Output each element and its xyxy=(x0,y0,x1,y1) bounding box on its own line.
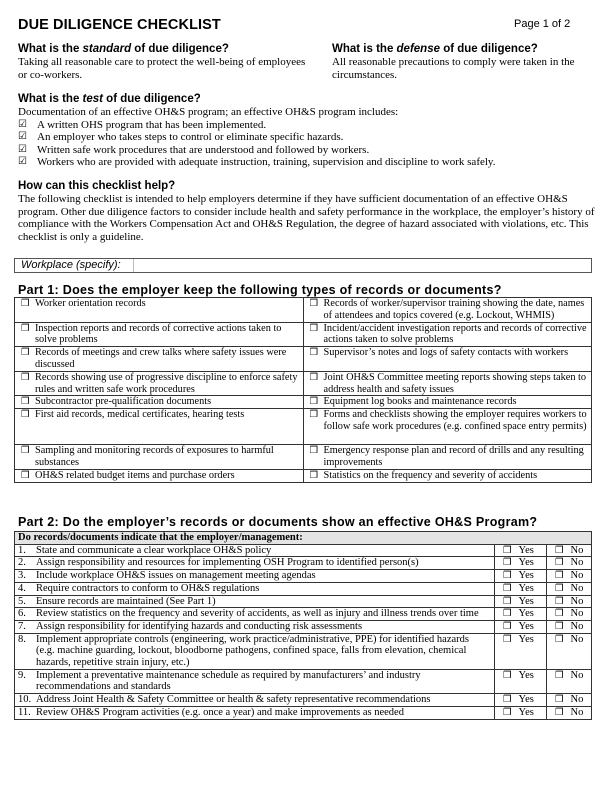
no-option[interactable] xyxy=(547,694,592,707)
yes-label: Yes xyxy=(518,694,534,706)
part1-cell xyxy=(303,371,592,396)
part2-row xyxy=(15,557,592,570)
part2-header-row xyxy=(15,532,592,545)
checkbox-icon[interactable]: ❒ xyxy=(555,633,564,645)
yes-label: Yes xyxy=(518,669,534,681)
no-option[interactable] xyxy=(547,608,592,621)
question-text: Implement appropriate controls (engineering, work practice/administrative, PPE) for identified hazards (e.g. machine guarding, lockout, bloodborne pathogens, confined space, falls from elevation, chemical hazards, repetitive strain injury, etc.) xyxy=(36,633,469,669)
checkbox-icon[interactable]: ❒ xyxy=(21,322,30,334)
no-option[interactable] xyxy=(547,620,592,633)
checked-box-icon: ☑ xyxy=(18,118,27,130)
part1-cell xyxy=(303,396,592,409)
help-question: How can this checklist help? xyxy=(18,180,176,192)
part1-cell xyxy=(15,396,304,409)
checklist-item[interactable] xyxy=(21,409,301,421)
checkbox-icon[interactable]: ❒ xyxy=(309,469,319,481)
part1-row xyxy=(15,396,592,409)
checklist-item[interactable] xyxy=(310,470,590,482)
workplace-label: Workplace (specify): xyxy=(21,259,121,271)
standard-question xyxy=(18,43,308,56)
no-label: No xyxy=(570,557,584,569)
part2-question xyxy=(15,582,495,595)
checklist-item[interactable] xyxy=(21,347,301,371)
document-title: DUE DILIGENCE CHECKLIST xyxy=(18,17,221,33)
checklist-item[interactable] xyxy=(310,396,590,408)
part1-cell xyxy=(15,409,304,445)
checkbox-icon[interactable]: ❒ xyxy=(21,469,30,481)
page-number: Page 1 of 2 xyxy=(514,18,571,30)
no-option[interactable] xyxy=(547,582,592,595)
checklist-item[interactable] xyxy=(310,298,590,322)
part1-cell xyxy=(15,298,304,323)
no-label: No xyxy=(570,582,584,594)
test-checklist xyxy=(18,119,598,169)
checkbox-icon[interactable]: ❒ xyxy=(555,582,564,594)
part2-question xyxy=(15,669,495,693)
checkbox-icon[interactable]: ❒ xyxy=(309,396,319,408)
checkbox-icon[interactable]: ❒ xyxy=(309,298,319,309)
checkbox-icon[interactable]: ❒ xyxy=(503,633,512,645)
yes-option[interactable] xyxy=(495,570,547,583)
yes-label: Yes xyxy=(518,582,534,594)
checkbox-icon[interactable]: ❒ xyxy=(503,608,512,620)
checklist-item-text: Statistics on the frequency and severity of accidents xyxy=(323,469,538,481)
yes-option[interactable] xyxy=(495,544,547,557)
checklist-item[interactable] xyxy=(21,445,301,469)
question-text: Require contractors to conform to OH&S regulations xyxy=(36,582,260,594)
test-section xyxy=(18,93,598,169)
yes-label: Yes xyxy=(518,620,534,632)
q-prefix: What is the xyxy=(332,43,397,55)
q-suffix: of due diligence? xyxy=(131,43,229,55)
no-label: No xyxy=(570,620,584,632)
part2-question xyxy=(15,608,495,621)
test-item xyxy=(18,144,598,157)
checklist-item[interactable] xyxy=(310,323,590,347)
help-text: The following checklist is intended to help employers determine if they have sufficient documentation of an effective OH&S program. Other due diligence factors to consider include health and safety performance in the workplace, the employer’s history of compliance with the Workers Compensation Act and OH&S Regulation, the degree of hazard associated with violations, etc. This checklist is only a guideline. xyxy=(18,193,595,243)
part1-row xyxy=(15,347,592,372)
q-emphasis: standard xyxy=(82,43,132,55)
test-item-text: Written safe work procedures that are understood and followed by workers. xyxy=(37,143,370,156)
checkbox-icon[interactable]: ❒ xyxy=(555,570,564,582)
checkbox-icon[interactable]: ❒ xyxy=(309,371,319,383)
question-number: 3. xyxy=(18,570,26,582)
yes-label: Yes xyxy=(518,544,534,556)
part2-table xyxy=(14,531,592,720)
yes-option[interactable] xyxy=(495,582,547,595)
checklist-item-text: Inspection reports and records of corrective actions taken to solve problems xyxy=(35,322,282,346)
question-text: Ensure records are maintained (See Part 1) xyxy=(36,595,216,607)
checklist-item-text: Equipment log books and maintenance records xyxy=(323,396,517,408)
checkbox-icon[interactable]: ❒ xyxy=(503,570,512,582)
yes-label: Yes xyxy=(518,608,534,620)
standard-answer: Taking all reasonable care to protect the well-being of employees or co-workers. xyxy=(18,56,306,81)
checkbox-icon[interactable]: ❒ xyxy=(503,706,512,718)
part2-row xyxy=(15,620,592,633)
part1-cell xyxy=(15,445,304,470)
no-label: No xyxy=(570,633,584,645)
q-emphasis: test xyxy=(82,93,103,105)
checklist-item-text: Records of meetings and crew talks where safety issues were discussed xyxy=(35,347,287,370)
part1-cell xyxy=(15,322,304,347)
checkbox-icon[interactable]: ❒ xyxy=(555,608,564,620)
yes-option[interactable] xyxy=(495,620,547,633)
checked-box-icon: ☑ xyxy=(18,143,27,155)
part2-row xyxy=(15,595,592,608)
part1-row xyxy=(15,298,592,323)
part1-cell xyxy=(303,445,592,470)
yes-option[interactable] xyxy=(495,595,547,608)
test-item-text: A written OHS program that has been implemented. xyxy=(37,118,267,131)
yes-option[interactable] xyxy=(495,706,547,719)
checklist-item-text: Records of worker/supervisor training showing the date, names of attendees and topics covered (e.g. Lockout, WHMIS) xyxy=(323,298,585,321)
question-number: 10. xyxy=(18,694,32,706)
test-item xyxy=(18,156,598,169)
yes-label: Yes xyxy=(518,557,534,569)
checkbox-icon[interactable]: ❒ xyxy=(555,544,564,556)
checkbox-icon[interactable]: ❒ xyxy=(555,694,564,706)
part2-title: Part 2: Do the employer’s records or documents show an effective OH&S Program? xyxy=(18,515,538,529)
part2-row xyxy=(15,694,592,707)
part1-cell xyxy=(303,347,592,372)
part1-row xyxy=(15,469,592,482)
q-suffix: of due diligence? xyxy=(102,93,201,105)
test-item-text: Workers who are provided with adequate instruction, training, supervision and discipline to work safely. xyxy=(37,156,496,169)
test-intro: Documentation of an effective OH&S program; an effective OH&S program includes: xyxy=(18,106,399,118)
part2-question xyxy=(15,557,495,570)
question-text: Review statistics on the frequency and severity of accidents, as well as injury and illness trends over time xyxy=(36,608,479,620)
question-number: 4. xyxy=(18,582,26,594)
question-number: 9. xyxy=(18,669,26,681)
no-option[interactable] xyxy=(547,669,592,693)
part1-cell xyxy=(303,322,592,347)
checklist-item[interactable] xyxy=(310,372,590,396)
checklist-item[interactable] xyxy=(310,347,590,359)
checked-box-icon: ☑ xyxy=(18,131,27,143)
part1-title: Part 1: Does the employer keep the following types of records or documents? xyxy=(18,283,502,297)
part2-header: Do records/documents indicate that the employer/management: xyxy=(15,532,592,545)
part2-row xyxy=(15,582,592,595)
no-option[interactable] xyxy=(547,706,592,719)
checklist-item-text: Records showing use of progressive discipline to enforce safety rules and written safe work procedures xyxy=(35,371,298,395)
part1-cell xyxy=(15,371,304,396)
q-prefix: What is the xyxy=(18,43,83,55)
part2-question xyxy=(15,595,495,608)
part1-row xyxy=(15,322,592,347)
question-text: Include workplace OH&S issues on management meeting agendas xyxy=(36,570,316,582)
part1-row xyxy=(15,445,592,470)
part1-row xyxy=(15,409,592,445)
checkbox-icon[interactable]: ❒ xyxy=(555,557,564,569)
checklist-item-text: Supervisor’s notes and logs of safety contacts with workers xyxy=(323,347,569,359)
checklist-item-text: First aid records, medical certificates, hearing tests xyxy=(35,409,245,421)
no-option[interactable] xyxy=(547,544,592,557)
checklist-item-text: OH&S related budget items and purchase orders xyxy=(35,469,235,481)
q-suffix: of due diligence? xyxy=(440,43,538,55)
checkbox-icon[interactable]: ❒ xyxy=(309,445,319,457)
defense-question xyxy=(332,43,602,56)
checklist-item-text: Worker orientation records xyxy=(35,298,146,309)
checkbox-icon[interactable]: ❒ xyxy=(21,298,30,309)
yes-option[interactable] xyxy=(495,694,547,707)
checkbox-icon[interactable]: ❒ xyxy=(555,669,564,681)
no-label: No xyxy=(570,595,584,607)
yes-label: Yes xyxy=(518,706,534,718)
yes-label: Yes xyxy=(518,595,534,607)
checklist-item-text: Forms and checklists showing the employer requires workers to follow safe work procedures (e.g. confined space entry permits) xyxy=(323,409,587,432)
part2-row xyxy=(15,544,592,557)
checkbox-icon[interactable]: ❒ xyxy=(503,669,512,681)
no-option[interactable] xyxy=(547,595,592,608)
part2-question xyxy=(15,694,495,707)
part2-question xyxy=(15,570,495,583)
no-option[interactable] xyxy=(547,557,592,570)
checkbox-icon[interactable]: ❒ xyxy=(309,347,319,359)
question-number: 2. xyxy=(18,557,26,569)
defense-section xyxy=(332,43,602,81)
checkbox-icon[interactable]: ❒ xyxy=(503,582,512,594)
checklist-item[interactable] xyxy=(21,470,301,482)
part2-question xyxy=(15,544,495,557)
no-label: No xyxy=(570,544,584,556)
checkbox-icon[interactable]: ❒ xyxy=(21,445,30,457)
checkbox-icon[interactable]: ❒ xyxy=(309,322,319,334)
checkbox-icon[interactable]: ❒ xyxy=(503,595,512,607)
checkbox-icon[interactable]: ❒ xyxy=(503,557,512,569)
test-item-text: An employer who takes steps to control or eliminate specific hazards. xyxy=(37,131,344,144)
question-text: Assign responsibility for identifying hazards and conducting risk assessments xyxy=(36,620,363,632)
question-number: 1. xyxy=(18,544,26,556)
part1-cell xyxy=(303,409,592,445)
checkbox-icon[interactable]: ❒ xyxy=(503,544,512,556)
checklist-item-text: Joint OH&S Committee meeting reports showing steps taken to address health and safety issues xyxy=(323,371,587,395)
part2-row xyxy=(15,570,592,583)
checkbox-icon[interactable]: ❒ xyxy=(555,595,564,607)
checked-box-icon: ☑ xyxy=(18,156,27,168)
part2-row xyxy=(15,669,592,693)
defense-answer: All reasonable precautions to comply were taken in the circumstances. xyxy=(332,56,575,81)
question-number: 7. xyxy=(18,620,26,632)
yes-label: Yes xyxy=(518,633,534,645)
checklist-item-text: Incident/accident investigation reports and records of corrective actions taken to solve problems xyxy=(323,322,587,346)
no-label: No xyxy=(570,694,584,706)
checkbox-icon[interactable]: ❒ xyxy=(555,620,564,632)
checklist-item-text: Sampling and monitoring records of exposures to harmful substances xyxy=(35,445,274,468)
question-text: Address Joint Health & Safety Committee or health & safety representative recommendations xyxy=(36,694,431,706)
checklist-item[interactable] xyxy=(21,323,301,347)
yes-option[interactable] xyxy=(495,557,547,570)
part1-cell xyxy=(15,347,304,372)
workplace-field xyxy=(14,258,592,273)
yes-option[interactable] xyxy=(495,633,547,669)
test-item xyxy=(18,119,598,132)
q-emphasis: defense xyxy=(396,43,440,55)
question-text: Implement a preventative maintenance schedule as required by manufacturers’ and industry recommendations and standards xyxy=(36,669,421,693)
checkbox-icon[interactable]: ❒ xyxy=(21,409,30,421)
part1-cell xyxy=(303,298,592,323)
part2-row xyxy=(15,633,592,669)
checklist-item[interactable] xyxy=(21,298,301,310)
question-number: 5. xyxy=(18,595,26,607)
no-label: No xyxy=(570,669,584,681)
yes-option[interactable] xyxy=(495,669,547,693)
checklist-item-text: Subcontractor pre-qualification documents xyxy=(35,396,212,408)
question-number: 6. xyxy=(18,608,26,620)
no-option[interactable] xyxy=(547,633,592,669)
part2-question xyxy=(15,633,495,669)
checkbox-icon[interactable]: ❒ xyxy=(21,396,30,408)
checkbox-icon[interactable]: ❒ xyxy=(503,620,512,632)
help-section xyxy=(18,180,598,243)
yes-label: Yes xyxy=(518,570,534,582)
checklist-item[interactable] xyxy=(21,372,301,396)
part1-cell xyxy=(15,469,304,482)
part2-question xyxy=(15,620,495,633)
no-option[interactable] xyxy=(547,570,592,583)
question-text: Assign responsibility and resources for implementing OSH Program to identified person(s) xyxy=(36,557,419,569)
question-text: Review OH&S Program activities (e.g. once a year) and make improvements as needed xyxy=(36,706,404,718)
part2-row xyxy=(15,706,592,719)
checkbox-icon[interactable]: ❒ xyxy=(309,409,319,421)
question-text: State and communicate a clear workplace OH&S policy xyxy=(36,544,272,556)
checklist-item[interactable] xyxy=(21,396,301,408)
question-number: 11. xyxy=(18,706,31,718)
checkbox-icon[interactable]: ❒ xyxy=(21,371,30,383)
test-question xyxy=(18,93,598,106)
question-number: 8. xyxy=(18,633,26,645)
checkbox-icon[interactable]: ❒ xyxy=(503,694,512,706)
part1-cell xyxy=(303,469,592,482)
part2-question xyxy=(15,706,495,719)
q-prefix: What is the xyxy=(18,93,83,105)
checklist-item[interactable] xyxy=(310,445,590,469)
part1-table xyxy=(14,297,592,483)
checkbox-icon[interactable]: ❒ xyxy=(555,706,564,718)
part1-row xyxy=(15,371,592,396)
no-label: No xyxy=(570,608,584,620)
checkbox-icon[interactable]: ❒ xyxy=(21,347,30,359)
no-label: No xyxy=(570,706,584,718)
workplace-input[interactable] xyxy=(133,259,591,272)
yes-option[interactable] xyxy=(495,608,547,621)
checklist-item-text: Emergency response plan and record of drills and any resulting improvements xyxy=(323,445,584,468)
no-label: No xyxy=(570,570,584,582)
part2-row xyxy=(15,608,592,621)
checklist-item[interactable] xyxy=(310,409,590,433)
standard-section xyxy=(18,43,308,81)
test-item xyxy=(18,131,598,144)
